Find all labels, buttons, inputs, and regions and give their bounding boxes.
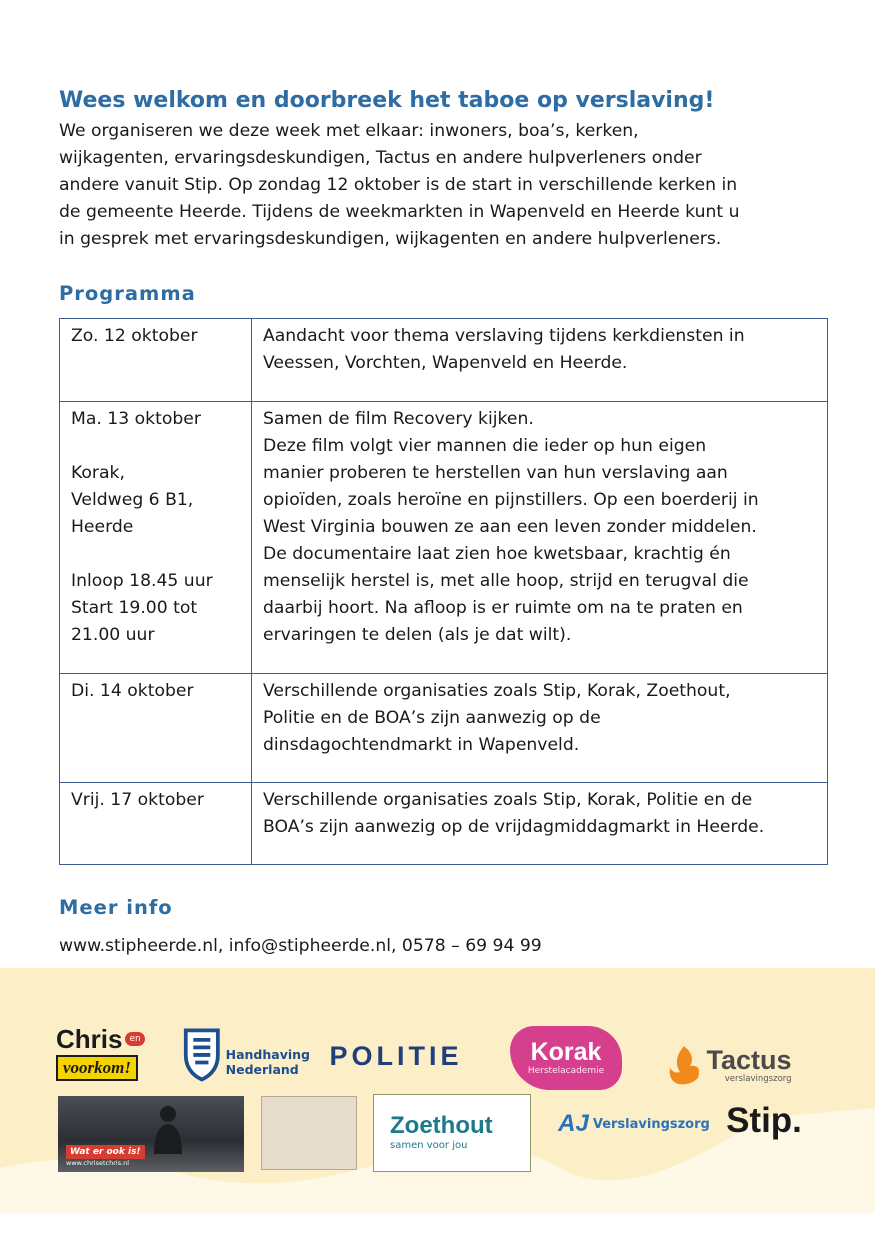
desc-line: West Virginia bouwen ze aan een leven zonder middelen. — [263, 517, 757, 537]
intro-line: andere vanuit Stip. Op zondag 12 oktober is de start in verschillende kerken in — [59, 175, 738, 195]
aj-logo-sub: Verslavingszorg — [592, 1116, 710, 1132]
tactus-logo — [650, 1042, 806, 1088]
description-cell — [252, 674, 828, 783]
desc-line: Veessen, Vorchten, Wapenveld en Heerde. — [263, 353, 628, 373]
intro-text — [59, 118, 829, 253]
intro-line: We organiseren we deze week met elkaar: inwoners, boa’s, kerken, — [59, 121, 639, 141]
day-cell — [60, 402, 252, 674]
day-line: Zo. 12 oktober — [71, 326, 198, 346]
table-row — [60, 402, 828, 674]
description-cell — [252, 319, 828, 402]
person-silhouette-icon — [150, 1104, 186, 1154]
zoethout-logo-text: Zoethout — [390, 1112, 493, 1139]
handhaving-text-2: Nederland — [225, 1062, 299, 1077]
day-cell — [60, 783, 252, 865]
description-cell — [252, 783, 828, 865]
table-row — [60, 674, 828, 783]
desc-line: Politie en de BOA’s zijn aanwezig op de — [263, 708, 601, 728]
tactus-logo-sub: verslavingszorg — [724, 1074, 792, 1084]
desc-line: Verschillende organisaties zoals Stip, Korak, Zoethout, — [263, 681, 731, 701]
desc-line: Verschillende organisaties zoals Stip, Korak, Politie en de — [263, 790, 753, 810]
desc-line: Samen de film Recovery kijken. — [263, 409, 534, 429]
zoethout-logo — [373, 1094, 531, 1172]
table-row — [60, 783, 828, 865]
desc-line: ervaringen te delen (als je dat wilt). — [263, 625, 572, 645]
stip-logo — [724, 1098, 804, 1144]
page-title: Wees welkom en doorbreek het taboe op verslaving! — [59, 88, 715, 113]
footer-wave-decoration — [0, 968, 875, 1213]
politie-logo-text: POLITIE — [329, 1040, 463, 1071]
desc-line: BOA’s zijn aanwezig op de vrijdagmiddagmarkt in Heerde. — [263, 817, 765, 837]
contact-info: www.stipheerde.nl, info@stipheerde.nl, 0578 – 69 94 99 — [59, 936, 542, 956]
desc-line: Deze film volgt vier mannen die ieder op hun eigen — [263, 436, 707, 456]
chris-logo-en: en — [125, 1032, 144, 1046]
desc-line: Aandacht voor thema verslaving tijdens kerkdiensten in — [263, 326, 745, 346]
chris-campaign-photo — [58, 1096, 244, 1172]
sponsor-footer — [0, 968, 875, 1213]
zoethout-logo-sub: samen voor jou — [390, 1140, 468, 1151]
desc-line: opioïden, zoals heroïne en pijnstillers. Op een boerderij in — [263, 490, 759, 510]
day-line: 21.00 uur — [71, 625, 155, 645]
day-line: Heerde — [71, 517, 134, 537]
korak-logo-text: Korak — [530, 1038, 602, 1066]
day-line: Ma. 13 oktober — [71, 409, 201, 429]
aj-verslavingszorg-logo — [556, 1106, 712, 1142]
photo-url: www.chrisetchris.nl — [66, 1159, 130, 1167]
handhaving-nederland-logo — [182, 1024, 310, 1084]
day-line: Inloop 18.45 uur — [71, 571, 213, 591]
tactus-flame-icon — [664, 1044, 704, 1086]
korak-logo — [510, 1026, 622, 1090]
handhaving-text-1: Handhaving — [225, 1047, 310, 1062]
day-line: Di. 14 oktober — [71, 681, 194, 701]
aj-logo-text: AJ — [558, 1110, 589, 1137]
chris-logo-tagline: voorkom! — [56, 1055, 138, 1081]
day-line: Start 19.00 tot — [71, 598, 198, 618]
intro-line: wijkagenten, ervaringsdeskundigen, Tactus en andere hulpverleners onder — [59, 148, 702, 168]
description-cell — [252, 402, 828, 674]
day-cell — [60, 674, 252, 783]
photo-caption: Wat er ook is! — [66, 1145, 145, 1159]
korak-logo-sub: Herstelacademie — [527, 1066, 605, 1076]
programma-table — [59, 318, 828, 865]
day-line: Korak, — [71, 463, 125, 483]
meer-info-heading: Meer info — [59, 896, 173, 919]
chris-logo-text: Chris — [56, 1024, 123, 1054]
stip-logo-text: Stip. — [726, 1101, 802, 1140]
desc-line: manier proberen te herstellen van hun verslaving aan — [263, 463, 728, 483]
desc-line: menselijk herstel is, met alle hoop, strijd en terugval die — [263, 571, 749, 591]
intro-line: in gesprek met ervaringsdeskundigen, wijkagenten en andere hulpverleners. — [59, 229, 722, 249]
handhaving-shield-icon — [182, 1025, 222, 1083]
desc-line: daarbij hoort. Na afloop is er ruimte om na te praten en — [263, 598, 743, 618]
church-collage-image — [261, 1096, 357, 1170]
desc-line: dinsdagochtendmarkt in Wapenveld. — [263, 735, 580, 755]
day-cell — [60, 319, 252, 402]
chris-voorkom-logo — [56, 1024, 164, 1082]
tactus-logo-text: Tactus — [706, 1045, 792, 1075]
intro-line: de gemeente Heerde. Tijdens de weekmarkten in Wapenveld en Heerde kunt u — [59, 202, 740, 222]
politie-logo — [330, 1036, 462, 1076]
programma-heading: Programma — [59, 282, 196, 305]
table-row — [60, 319, 828, 402]
day-line: Vrij. 17 oktober — [71, 790, 204, 810]
desc-line: De documentaire laat zien hoe kwetsbaar, krachtig én — [263, 544, 731, 564]
day-line: Veldweg 6 B1, — [71, 490, 194, 510]
